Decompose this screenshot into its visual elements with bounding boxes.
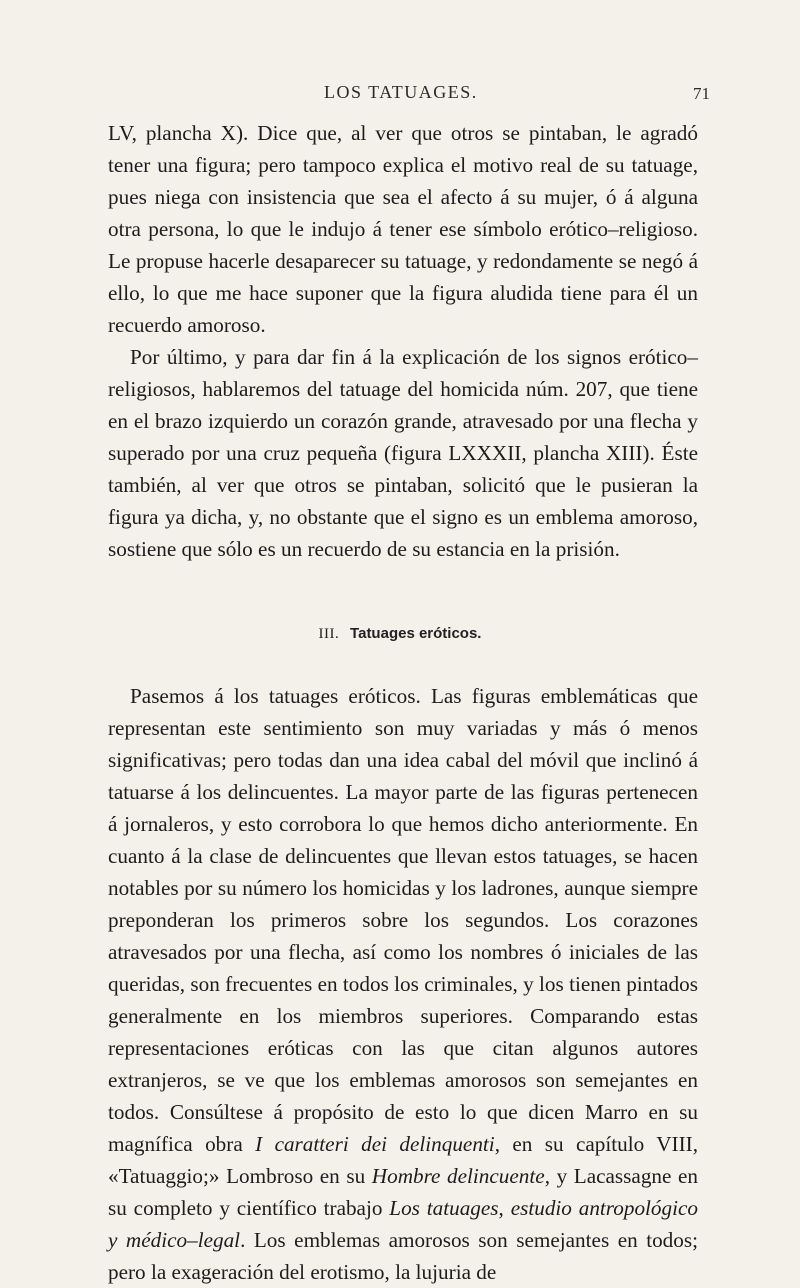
page-number: 71 xyxy=(693,84,710,103)
text-segment: Pasemos á los tatuages eróticos. Las figuras emblemáticas que representan este sentimiento son muy variadas y más ó menos significativas; pero todas dan una idea cabal del móvil que inclinó á tatuarse á los delincuentes. La mayor parte de las figuras pertenecen á jornaleros, y esto corrobora lo que hemos dicho anteriormente. En cuanto á la clase de delincuentes que llevan estos tatuages, se hacen notables por su número los homicidas y los ladrones, aunque siempre preponderan los primeros sobre los segundos. Los corazones atravesados por una flecha, así como los nombres ó iniciales de las queridas, son frecuentes en todos los criminales, y los tienen pintados generalmente en los miembros superiores. Comparando estas representaciones eróticas con las que citan algunos autores extranjeros, se ve que los emblemas amorosos son semejantes en todos. Consúltese á propósito de esto lo que dicen Marro en su magnífica obra xyxy=(108,684,698,1156)
text-segment: LV, plancha X). Dice que, al ver que otros se pintaban, le agradó tener una figura; pero tampoco explica el motivo real de su tatuage, pues niega con insistencia que sea el afecto á su mujer, ó á alguna otra persona, lo que le indujo á tener ese símbolo erótico–religioso. Le propuse hacerle desaparecer su tatuage, y redondamente se negó á ello, lo que me hace suponer que la figura aludida tiene para él un recuerdo amoroso. xyxy=(108,121,698,337)
text-segment: Por último, y para dar fin á la explicación de los signos erótico–religiosos, hablaremos del tatuage del homicida núm. 207, que tiene en el brazo izquierdo un corazón grande, atravesado por una flecha y superado por una cruz pequeña (figura LXXXII, plancha XIII). Éste también, al ver que otros se pintaban, solicitó que le pusieran la figura ya dicha, y, no obstante que el signo es un emblema amoroso, sostiene que sólo es un recuerdo de su estancia en la prisión. xyxy=(108,345,698,561)
text-segment: . Los emblemas amorosos son semejantes en todos; pero la exageración del erotismo, la lujuria de xyxy=(108,1228,699,1284)
italic-title-segment: estudio antropológico y médico–legal xyxy=(108,1196,698,1252)
paragraph-erotico-religiosos xyxy=(108,341,698,565)
section-title: Tatuages eróticos. xyxy=(350,625,482,642)
running-title: LOS TATUAGES. xyxy=(324,82,478,102)
section-number: III. xyxy=(318,626,340,642)
italic-title-segment: Hombre delincuente xyxy=(371,1164,545,1188)
section-heading xyxy=(0,624,800,643)
text-segment: , en su capítulo VIII, «Tatuaggio;» Lombroso en su xyxy=(108,1132,698,1188)
italic-title-segment: Los tatuages xyxy=(389,1196,499,1220)
paragraph-tatuages-eroticos xyxy=(108,680,698,1288)
running-header xyxy=(0,82,800,106)
italic-title-segment: I caratteri dei delinquenti xyxy=(255,1132,495,1156)
body-text-top xyxy=(108,117,698,565)
body-text-bottom xyxy=(108,680,698,1288)
text-segment: , xyxy=(498,1196,511,1220)
paragraph-continuation xyxy=(108,117,698,341)
text-segment: , y Lacassagne en su completo y científico trabajo xyxy=(108,1164,699,1220)
